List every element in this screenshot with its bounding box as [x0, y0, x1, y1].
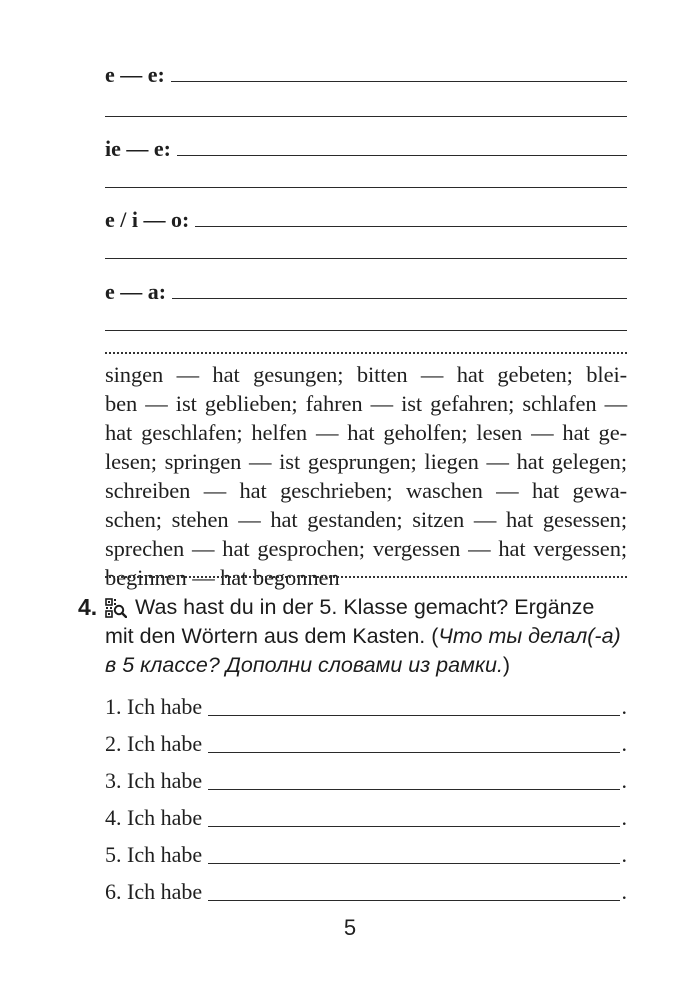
sentence-prefix: 4. Ich habe: [105, 805, 203, 830]
answer-line-full[interactable]: [105, 330, 627, 331]
sentence-answer-line[interactable]: [208, 825, 619, 827]
task-instruction-line3: [105, 651, 510, 680]
answer-line[interactable]: [171, 80, 627, 82]
task-instruction-line1: Was hast du in der 5. Klasse gemacht? Ergänze: [135, 595, 595, 619]
vowel-row-e-a: [105, 273, 627, 305]
vowel-label: e — e:: [105, 62, 165, 87]
word-box-line: singen — hat gesungen; bitten — hat gebeten; blei-: [105, 362, 627, 387]
task-instruction-ru: Что ты делал(-а): [438, 624, 621, 648]
vowel-row-ei-o: [105, 201, 627, 233]
sentence-end: .: [621, 768, 627, 793]
word-box-line: schen; stehen — hat gestanden; sitzen — hat gesessen;: [105, 507, 627, 532]
sentence-row: [105, 804, 627, 832]
word-box-line: ben — ist geblieben; fahren — ist gefahren; schlafen —: [105, 391, 627, 416]
page-number: 5: [343, 915, 357, 940]
vowel-label: ie — e:: [105, 136, 171, 161]
sentence-answer-line[interactable]: [208, 751, 619, 753]
sentence-row: [105, 841, 627, 869]
task-instruction-ru: в 5 классе? Дополни словами из рамки.: [105, 653, 503, 677]
task-number: 4.: [78, 594, 98, 620]
word-box-line: sprechen — hat gesprochen; vergessen — hat vergessen;: [105, 536, 627, 561]
sentence-prefix: 1. Ich habe: [105, 694, 203, 719]
word-box-line: lesen; springen — ist gesprungen; liegen — hat gelegen;: [105, 449, 627, 474]
sentence-end: .: [621, 805, 627, 830]
word-box: [105, 360, 627, 592]
sentence-answer-line[interactable]: [208, 714, 619, 716]
vowel-label: e / i — o:: [105, 207, 190, 232]
sentence-prefix: 5. Ich habe: [105, 842, 203, 867]
vowel-row-ie-e: [105, 130, 627, 162]
qr-search-icon: [105, 598, 127, 618]
answer-line[interactable]: [177, 154, 627, 156]
sentence-prefix: 2. Ich habe: [105, 731, 203, 756]
sentence-end: .: [621, 731, 627, 756]
answer-line-full[interactable]: [105, 187, 627, 188]
sentence-prefix: 6. Ich habe: [105, 879, 203, 904]
sentence-answer-line[interactable]: [208, 788, 619, 790]
answer-line-full[interactable]: [105, 116, 627, 117]
sentence-answer-line[interactable]: [208, 899, 619, 901]
word-box-top-border: [105, 352, 627, 354]
sentence-prefix: 3. Ich habe: [105, 768, 203, 793]
sentence-answer-line[interactable]: [208, 862, 619, 864]
answer-line[interactable]: [172, 297, 627, 299]
word-box-line: hat geschlafen; helfen — hat geholfen; lesen — hat ge-: [105, 420, 627, 445]
word-box-line: schreiben — hat geschrieben; waschen — hat gewa-: [105, 478, 627, 503]
sentence-row: [105, 693, 627, 721]
task-instruction-de: mit den Wörtern aus dem Kasten. (: [105, 624, 439, 648]
sentence-end: .: [621, 879, 627, 904]
vowel-row-e-e: [105, 56, 627, 88]
sentence-row: [105, 730, 627, 758]
sentence-row: [105, 767, 627, 795]
sentence-row: [105, 878, 627, 906]
word-box-bottom-border: [105, 576, 627, 578]
task-instruction-paren: ): [502, 653, 511, 677]
sentence-end: .: [621, 694, 627, 719]
answer-line[interactable]: [195, 225, 627, 227]
answer-line-full[interactable]: [105, 258, 627, 259]
task-instruction-line2: [105, 622, 621, 651]
sentence-end: .: [621, 842, 627, 867]
vowel-label: e — a:: [105, 279, 167, 304]
word-box-line: beginnen — hat begonnen: [105, 565, 340, 590]
